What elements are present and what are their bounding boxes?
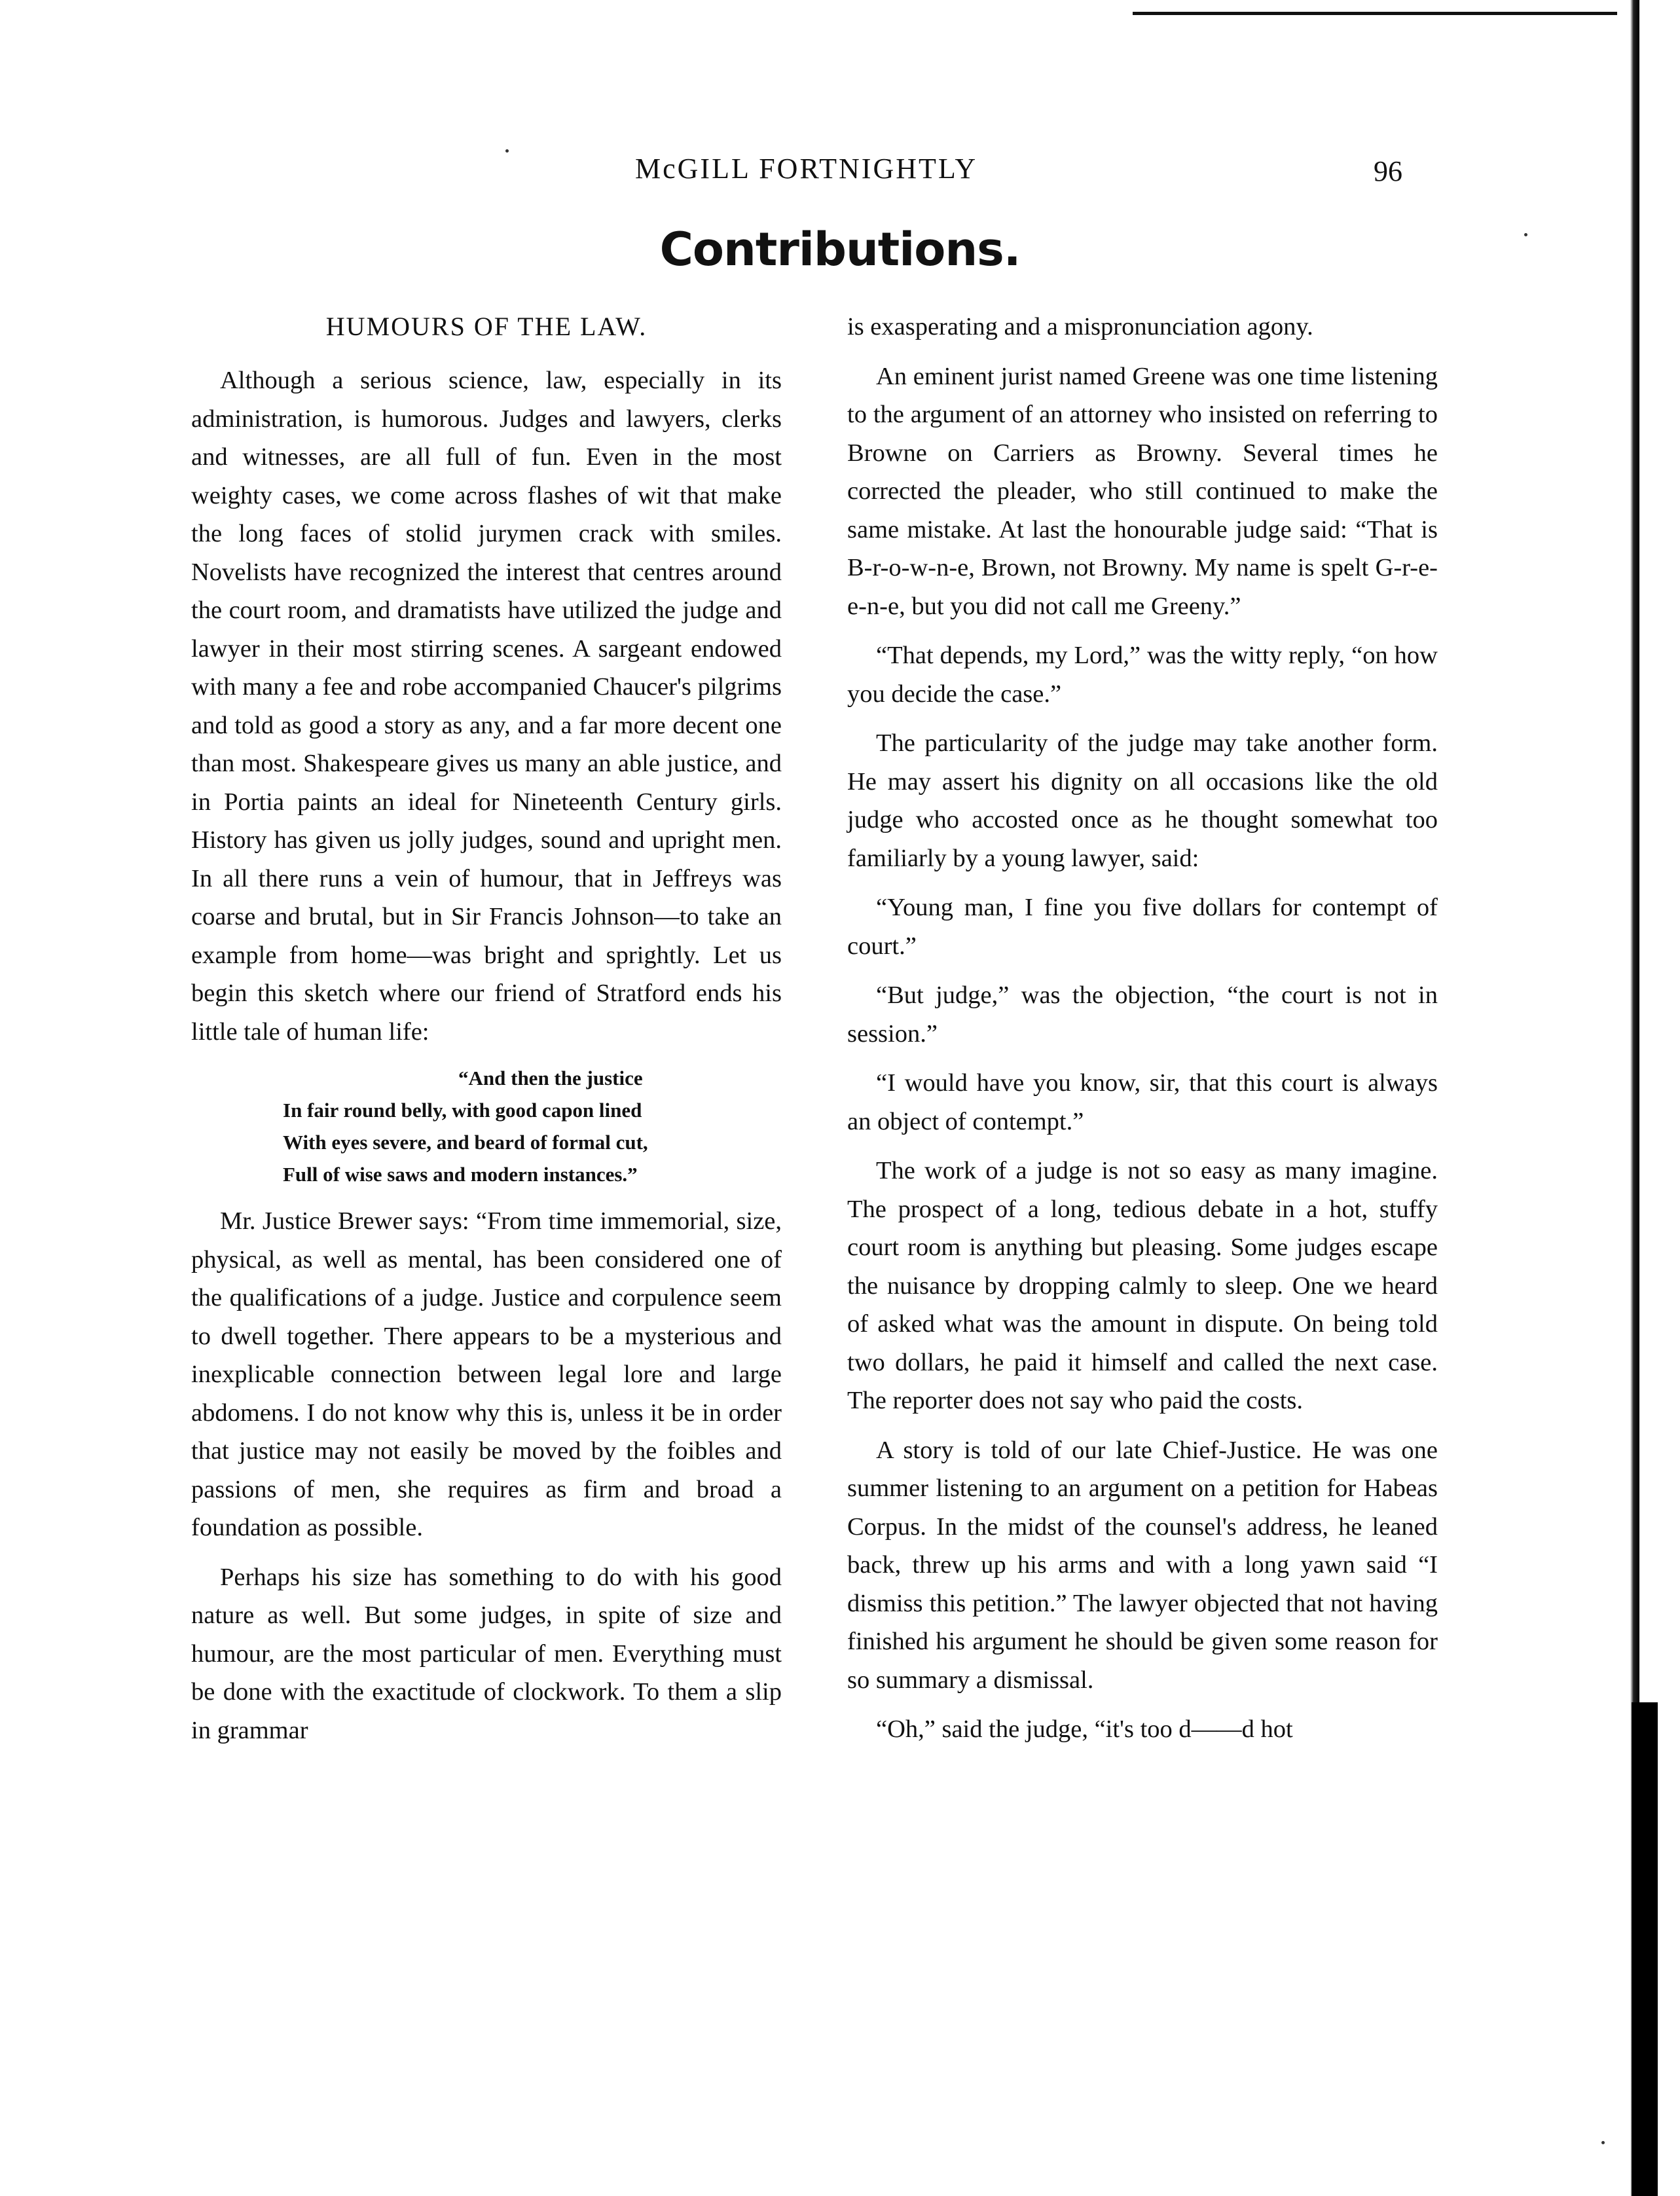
paragraph: Although a serious science, law, especially in its administration, is humorous. Judges and lawyers, clerks and witnesses, are all full of fun. Even in the most weighty cases, we come across flashes of wit that make the long faces of stolid jurymen crack with smiles. Novelists have recognized the interest that centres around the court room, and dramatists have utilized the judge and lawyer in their most stirring scenes. A sargeant endowed with many a fee and robe accompanied Chaucer's pilgrims and told as good a story as any, and a far more decent one than most. Shakespeare gives us many an able justice, and in Portia paints an ideal for Nineteenth Century girls. History has given us jolly judges, sound and upright men. In all there runs a vein of humour, that in Jeffreys was coarse and brutal, but in Sir Francis Johnson—to take an example from home—was bright and sprightly. Let us begin this sketch where our friend of Stratford ends his little tale of human life: (191, 367, 782, 1046)
verse-line: Full of wise saws and modern instances.” (283, 1163, 638, 1186)
page-edge-shadow (1632, 1702, 1658, 2196)
paragraph-continuation: is exasperating and a mispronunciation agony. (847, 313, 1313, 340)
paragraph: “That depends, my Lord,” was the witty reply, “on how you decide the case.” (847, 642, 1438, 708)
paragraph: The particularity of the judge may take another form. He may assert his dignity on all occasions like the old judge who accosted once as he thought somewhat too familiarly by a young lawyer, said: (847, 729, 1438, 872)
paragraph: The work of a judge is not so easy as many imagine. The prospect of a long, tedious debate in a hot, stuffy court room is anything but pleasing. Some judges escape the nuisance by dropping calmly to sleep. One we heard of asked what was the amount in dispute. On being told two dollars, he paid it himself and called the next case. The reporter does not say who paid the costs. (847, 1157, 1438, 1414)
paragraph: “Young man, I fine you five dollars for contempt of court.” (847, 894, 1438, 960)
paragraph: “But judge,” was the objection, “the court is not in session.” (847, 981, 1438, 1048)
page-number: 96 (1374, 155, 1402, 187)
paragraph: Perhaps his size has something to do with his good nature as well. But some judges, in spite of size and humour, are the most particular of men. Everything must be done with the exactitude of clockwork. To them a slip in grammar (191, 1563, 782, 1744)
verse-line: In fair round belly, with good capon lined (283, 1099, 642, 1122)
paragraph: “I would have you know, sir, that this court is always an object of contempt.” (847, 1069, 1438, 1135)
left-column (191, 308, 782, 1761)
scan-speck (1601, 2141, 1605, 2144)
paragraph: An eminent jurist named Greene was one time listening to the argument of an attorney who insisted on referring to Browne on Carriers as Browny. Several times he corrected the pleader, who still continued to make the same mistake. At last the honourable judge said: “That is B-r-o-w-n-e, Brown, not Browny. My name is spelt G-r-e-e-n-e, but you did not call me Greeny.” (847, 362, 1438, 620)
paragraph: A story is told of our late Chief-Justice. He was one summer listening to an argument on a petition for Habeas Corpus. In the midst of the counsel's address, he leaned back, threw up his arms and with a long yawn said “I dismiss this petition.” The lawyer objected that not having finished his argument he should be given some reason for so summary a dismissal. (847, 1436, 1438, 1694)
verse-quotation (191, 1062, 782, 1190)
paragraph: “Oh,” said the judge, “it's too d——d hot (876, 1715, 1293, 1743)
paragraph: Mr. Justice Brewer says: “From time immemorial, size, physical, as well as mental, has been considered one of the qualifications of a judge. Justice and corpulence seem to dwell together. There appears to be a mysterious and inexplicable connection between legal lore and large abdomens. I do not know why this is, unless it be in order that justice may not easily be moved by the foibles and passions of men, she requires as firm and broad a foundation as possible. (191, 1207, 782, 1541)
page-edge-top (1133, 12, 1617, 15)
running-head (0, 152, 1680, 191)
verse-line: “And then the justice (458, 1067, 643, 1089)
verse-line: With eyes severe, and beard of formal cut, (283, 1131, 648, 1154)
article-title: HUMOURS OF THE LAW. (325, 312, 648, 341)
section-heading: Contributions. (659, 223, 1021, 276)
right-column (847, 308, 1438, 1760)
journal-title: McGILL FORTNIGHTLY (635, 153, 978, 185)
